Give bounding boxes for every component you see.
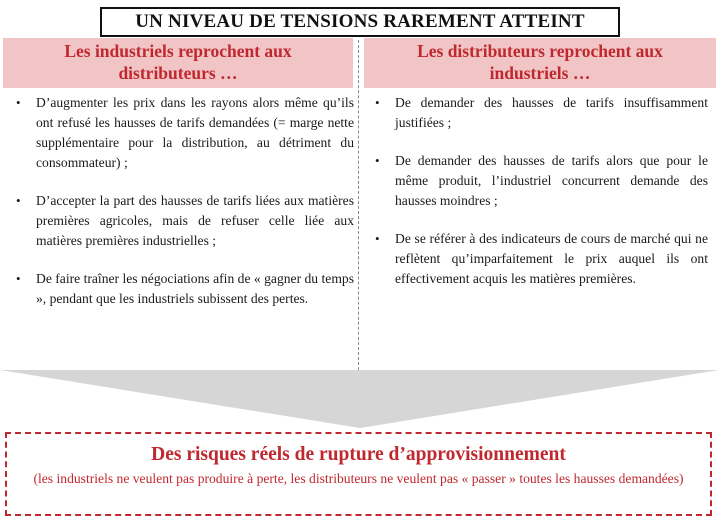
- left-header-line1: Les industriels reprochent aux: [64, 41, 292, 61]
- right-column-header: [364, 38, 716, 88]
- conclusion-box: [5, 432, 712, 516]
- left-item-text: De faire traîner les négociations afin de « gagner du temps », pendant que les industriels subissent des pertes.: [36, 271, 354, 306]
- right-header-line1: Les distributeurs reprochent aux: [417, 41, 663, 61]
- list-item: [14, 93, 354, 173]
- list-item: [14, 269, 354, 309]
- left-header-line2: distributeurs …: [118, 63, 238, 83]
- arrow-shape: [0, 370, 719, 428]
- list-item: [373, 151, 708, 211]
- bullet-dot-icon: •: [375, 231, 380, 246]
- bullet-dot-icon: •: [375, 153, 380, 168]
- right-item-text: De demander des hausses de tarifs insuffisamment justifiées ;: [395, 95, 708, 130]
- diagram-title: UN NIVEAU DE TENSIONS RAREMENT ATTEINT: [100, 7, 620, 37]
- bullet-dot-icon: •: [16, 95, 21, 110]
- column-divider: [358, 40, 359, 370]
- down-arrow-icon: [0, 370, 719, 430]
- bullet-dot-icon: •: [16, 193, 21, 208]
- conclusion-subtitle: (les industriels ne veulent pas produire à perte, les distributeurs ne veulent pas « passer » toutes les hausses demandées): [33, 471, 684, 486]
- left-item-text: D’accepter la part des hausses de tarifs liées aux matières premières agricoles, mais de refuser celle liée aux matières premières industrielles ;: [36, 193, 354, 248]
- list-item: [14, 191, 354, 251]
- right-header-line2: industriels …: [489, 63, 591, 83]
- left-column-header: [3, 38, 353, 88]
- left-bullet-list: [14, 93, 354, 327]
- bullet-dot-icon: •: [375, 95, 380, 110]
- left-item-text: D’augmenter les prix dans les rayons alors même qu’ils ont refusé les hausses de tarifs demandées (= marge nette supplémentaire pour la distribution, au détriment du consommateur) ;: [36, 95, 354, 170]
- right-bullet-list: [373, 93, 708, 307]
- bullet-dot-icon: •: [16, 271, 21, 286]
- list-item: [373, 229, 708, 289]
- right-item-text: De se référer à des indicateurs de cours de marché qui ne reflètent qu’imparfaitement le prix auquel ils ont effectivement acquis les matières premières.: [395, 231, 708, 286]
- right-item-text: De demander des hausses de tarifs alors que pour le même produit, l’industriel concurrent demande des hausses moindres ;: [395, 153, 708, 208]
- conclusion-title: Des risques réels de rupture d’approvisionnement: [151, 444, 566, 465]
- list-item: [373, 93, 708, 133]
